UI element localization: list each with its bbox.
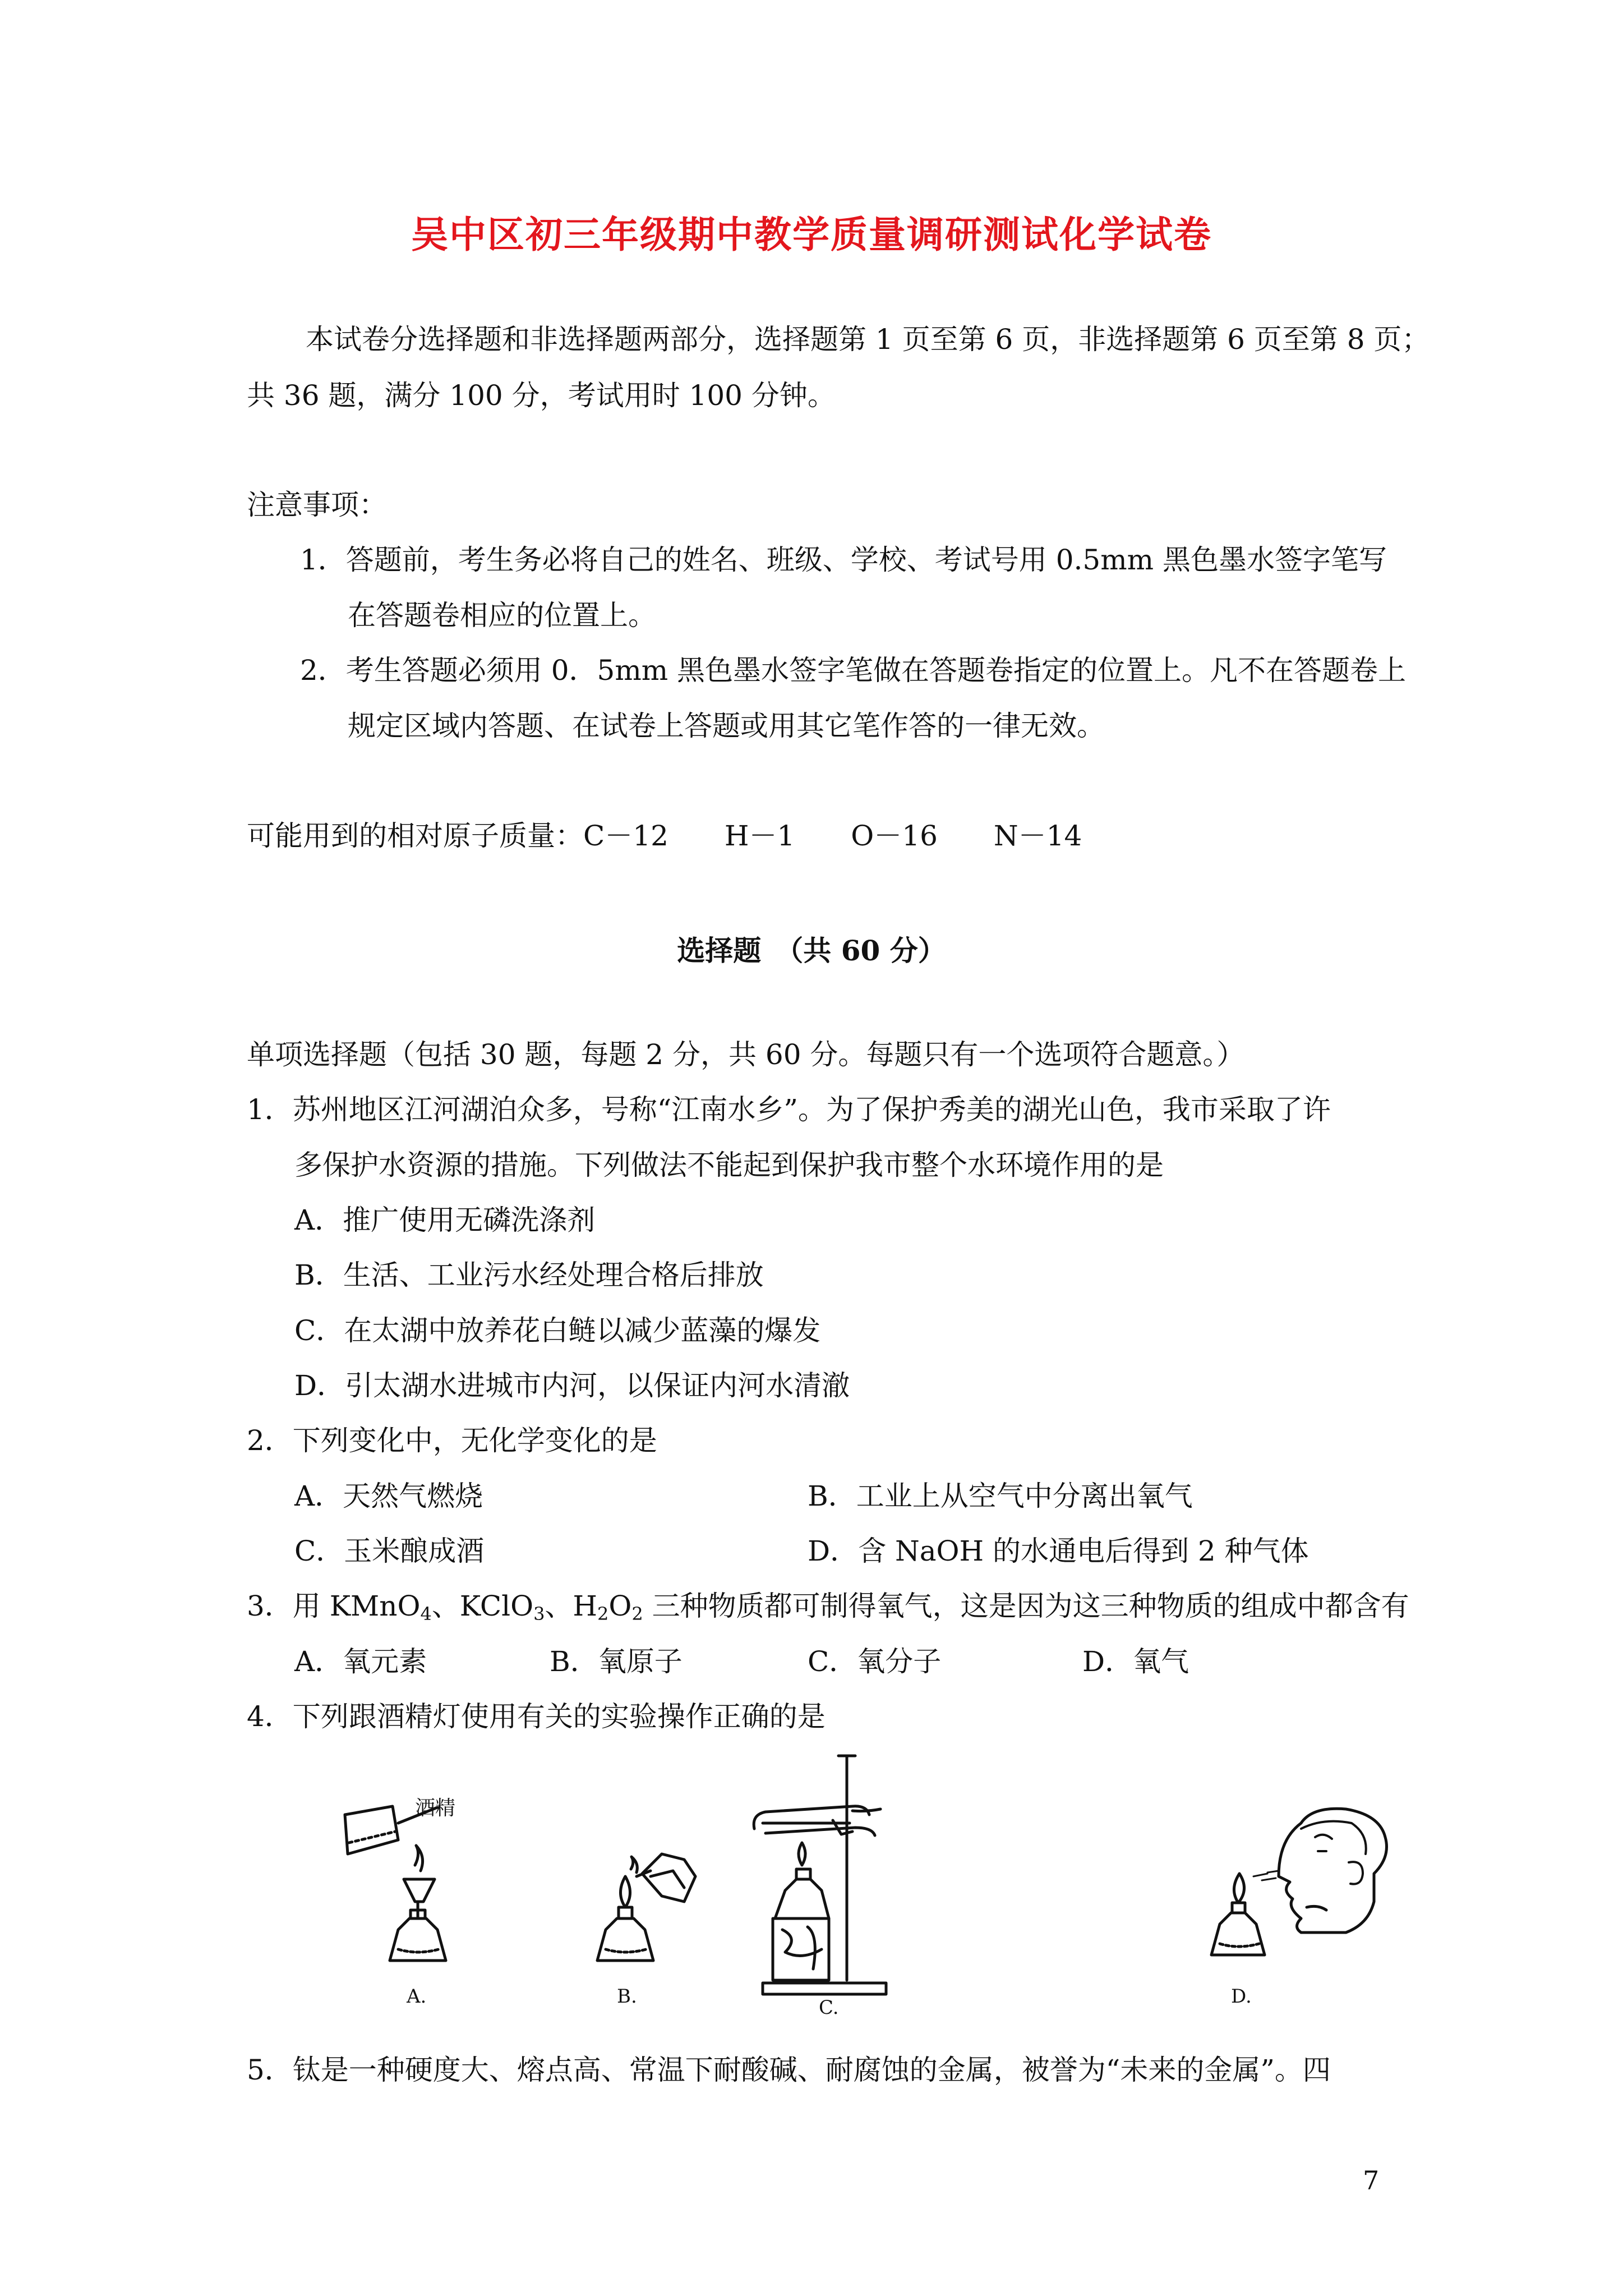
q3-option-b: B．氧原子	[550, 1645, 683, 1678]
figure-a-pouring-alcohol	[345, 1806, 446, 1961]
figure-a-alcohol-label: 酒精	[415, 1797, 456, 1820]
q1-stem-line-1: 1．苏州地区江河湖泊众多，号称“江南水乡”。为了保护秀美的湖光山色，我市采取了许	[247, 1093, 1331, 1126]
figure-a-label: A.	[407, 1985, 427, 2008]
figure-d-label: D.	[1231, 1985, 1252, 2008]
atomic-masses: 可能用到的相对原子质量：C－12 H－1 O－16 N－14	[247, 820, 1082, 852]
section-instructions: 单项选择题（包括 30 题，每题 2 分，共 60 分。每题只有一个选项符合题意。）	[247, 1038, 1245, 1071]
q2-stem: 2．下列变化中，无化学变化的是	[247, 1424, 657, 1457]
q2-option-b: B．工业上从空气中分离出氧气	[808, 1480, 1193, 1512]
q1-option-b: B．生活、工业污水经处理合格后排放	[294, 1259, 764, 1291]
q3-option-a: A．氧元素	[294, 1645, 427, 1678]
notes-item-1-line-2: 在答题卷相应的位置上。	[348, 599, 656, 632]
section-heading: 选择题 （共 60 分）	[677, 934, 946, 967]
q2-option-c: C．玉米酿成酒	[294, 1535, 485, 1567]
figure-c-heating-test-tube	[754, 1756, 886, 1994]
q1-option-a: A．推广使用无磷洗涤剂	[294, 1204, 596, 1236]
notes-item-1-line-1: 1．答题前，考生务必将自己的姓名、班级、学校、考试号用 0.5mm 黑色墨水签字笔写	[300, 544, 1387, 576]
q2-option-d: D．含 NaOH 的水通电后得到 2 种气体	[808, 1535, 1309, 1567]
figure-b-lighting-lamp	[597, 1854, 695, 1961]
notes-item-2-line-1: 2．考生答题必须用 0．5mm 黑色墨水签字笔做在答题卷指定的位置上。凡不在答题卷上	[300, 654, 1407, 687]
q5-stem-line-1: 5．钛是一种硬度大、熔点高、常温下耐酸碱、耐腐蚀的金属，被誉为“未来的金属”。四	[247, 2054, 1331, 2086]
q3-option-c: C．氧分子	[808, 1645, 942, 1678]
intro-line-1: 本试卷分选择题和非选择题两部分，选择题第 1 页至第 6 页，非选择题第 6 页至第 8 页；	[306, 323, 1430, 356]
intro-line-2: 共 36 题，满分 100 分，考试用时 100 分钟。	[247, 379, 836, 412]
q3-option-d: D．氧气	[1082, 1645, 1189, 1678]
q1-stem-line-2: 多保护水资源的措施。下列做法不能起到保护我市整个水环境作用的是	[294, 1149, 1164, 1181]
notes-item-2-line-2: 规定区域内答题、在试卷上答题或用其它笔作答的一律无效。	[348, 710, 1105, 742]
q1-option-d: D．引太湖水进城市内河，以保证内河水清澈	[294, 1369, 850, 1402]
figure-d-blowing-out-lamp	[1211, 1809, 1387, 1955]
q1-option-c: C．在太湖中放养花白鲢以减少蓝藻的爆发	[294, 1314, 821, 1347]
figure-c-label: C.	[819, 1996, 839, 2019]
page-number: 7	[1363, 2165, 1380, 2196]
q4-stem: 4．下列跟酒精灯使用有关的实验操作正确的是	[247, 1700, 826, 1733]
alcohol-lamp-figures	[314, 1739, 1424, 2019]
notes-heading: 注意事项：	[247, 489, 387, 521]
figure-b-label: B.	[617, 1985, 637, 2008]
exam-title: 吴中区初三年级期中教学质量调研测试化学试卷	[411, 213, 1212, 256]
q3-stem: 3．用 KMnO$_4$、KClO$_3$、$H_2O_2$ 三种物质都可制得氧气，这是因为这三种物质的组成中都含有	[247, 1590, 1409, 1625]
q2-option-a: A．天然气燃烧	[294, 1480, 483, 1512]
